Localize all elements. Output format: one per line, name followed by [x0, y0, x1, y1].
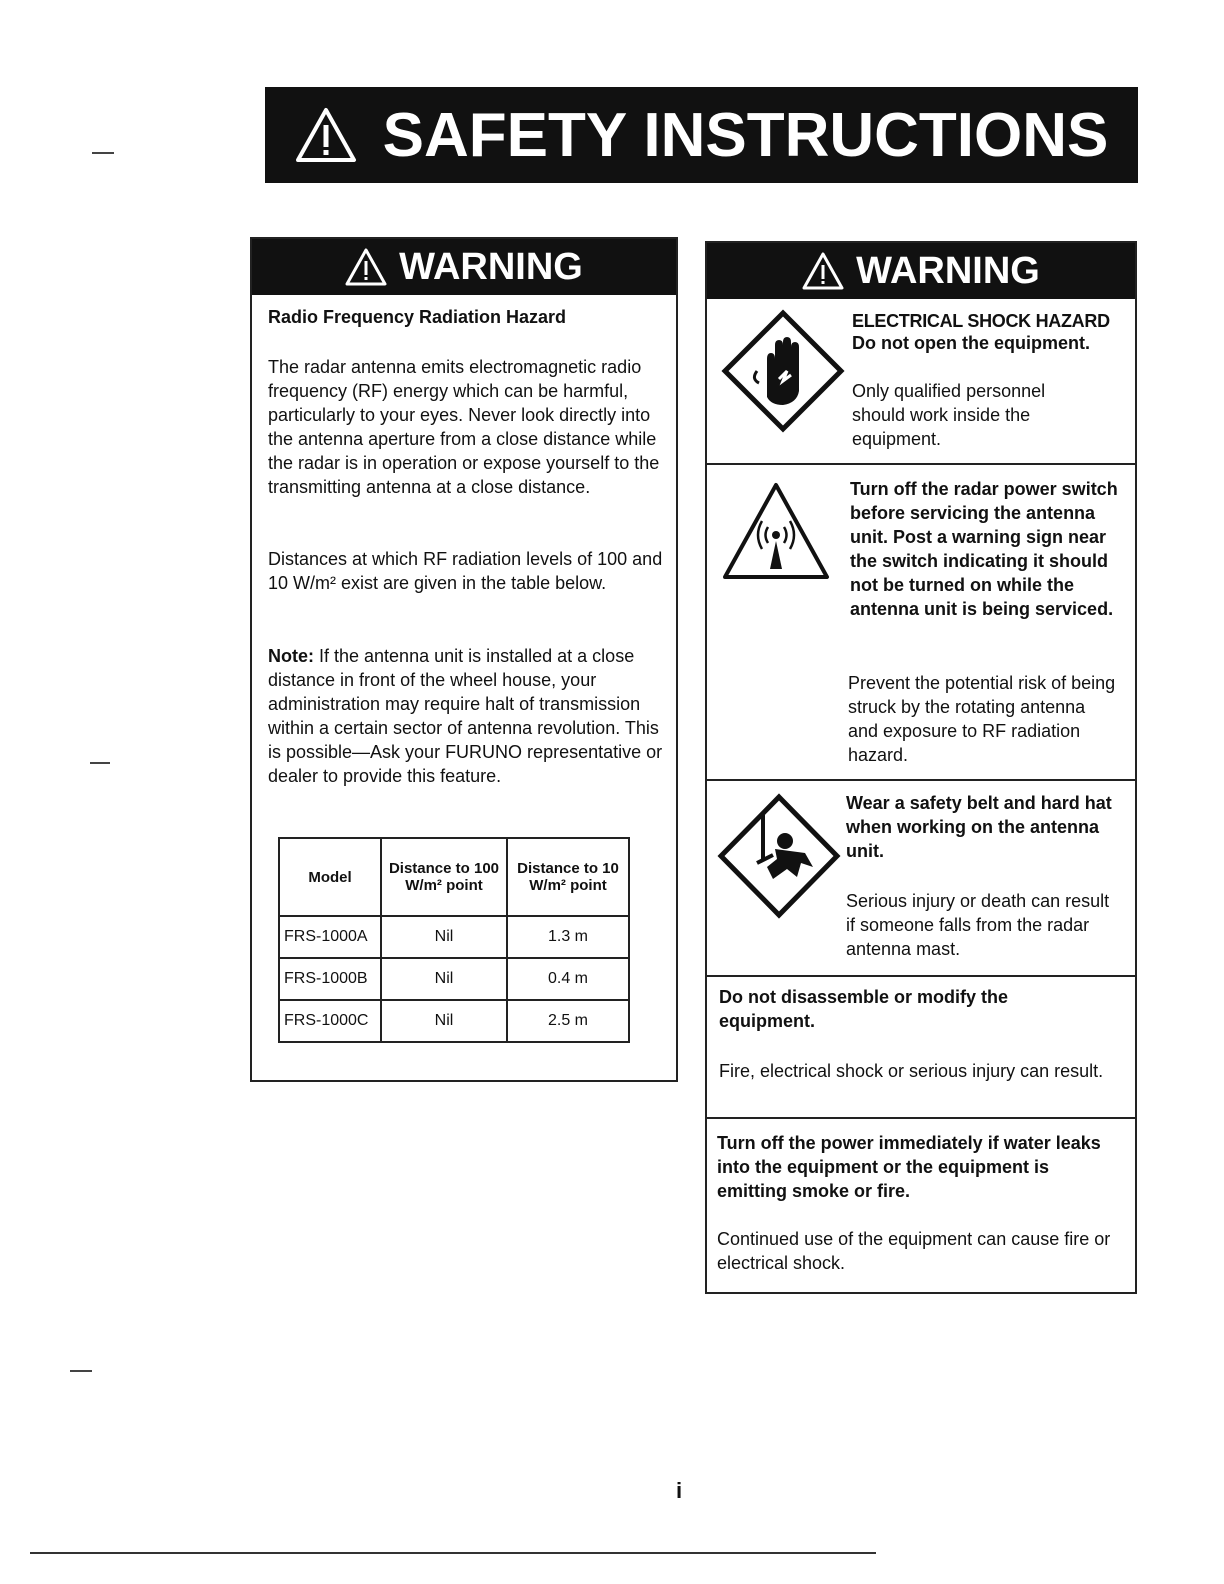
- warning-triangle-icon: [802, 252, 844, 290]
- note-label: Note:: [268, 646, 314, 666]
- margin-mark: [70, 1370, 92, 1372]
- table-cell: FRS-1000A: [279, 916, 381, 958]
- radiation-antenna-icon: [721, 481, 831, 581]
- table-cell: Nil: [381, 916, 507, 958]
- section-divider: [707, 779, 1135, 781]
- margin-mark: [90, 762, 110, 764]
- table-header-row: [279, 838, 629, 916]
- water-leak-text: Continued use of the equipment can cause fire or electrical shock.: [717, 1229, 1111, 1273]
- table-cell: 2.5 m: [507, 1000, 629, 1042]
- equipment-warning-panel: [705, 241, 1137, 1294]
- table-row: [279, 1000, 629, 1042]
- section-divider: [707, 463, 1135, 465]
- warning-header: [252, 239, 676, 295]
- falling-person-icon: [717, 793, 841, 919]
- margin-mark: [92, 152, 114, 154]
- table-cell: Nil: [381, 1000, 507, 1042]
- table-cell: 0.4 m: [507, 958, 629, 1000]
- section-divider: [707, 975, 1135, 977]
- column-header: Distance to 100 W/m² point: [381, 838, 507, 916]
- warning-heading: WARNING: [399, 245, 583, 288]
- table-cell: Nil: [381, 958, 507, 1000]
- column-header: Distance to 10 W/m² point: [507, 838, 629, 916]
- rf-distance-table: [278, 837, 630, 1043]
- disassemble-text: Fire, electrical shock or serious injury can result.: [719, 1061, 1104, 1081]
- rf-warning-panel: [250, 237, 678, 1082]
- hand-shock-icon: [721, 309, 845, 433]
- safety-belt-instruction: Wear a safety belt and hard hat when working on the antenna unit.: [846, 793, 1112, 861]
- warning-header: [707, 243, 1135, 299]
- column-header: Model: [279, 838, 381, 916]
- disassemble-instruction: Do not disassemble or modify the equipment.: [719, 987, 1009, 1031]
- bottom-rule: [30, 1552, 876, 1554]
- page-title-bar: [265, 87, 1138, 183]
- table-cell: FRS-1000B: [279, 958, 381, 1000]
- rf-note: [268, 644, 668, 788]
- note-text: If the antenna unit is installed at a close distance in front of the wheel house, your administration may require halt of transmission within a certain sector of antenna revolution. This is possible—Ask your FURUNO representative or dealer to provide this feature.: [268, 646, 663, 786]
- page-number: i: [676, 1478, 683, 1503]
- table-cell: 1.3 m: [507, 916, 629, 958]
- electrical-shock-title: ELECTRICAL SHOCK HAZARD: [852, 311, 1110, 331]
- rf-distance-paragraph: Distances at which RF radiation levels of 100 and 10 W/m² exist are given in the table below.: [268, 549, 663, 593]
- power-off-instruction: Turn off the radar power switch before servicing the antenna unit. Post a warning sign near the switch indicating it should not be turned on while the antenna unit is being serviced.: [850, 479, 1118, 619]
- safety-belt-text: Serious injury or death can result if someone falls from the radar antenna mast.: [846, 891, 1110, 959]
- warning-triangle-icon: [345, 248, 387, 286]
- rf-hazard-paragraph: The radar antenna emits electromagnetic radio frequency (RF) energy which can be harmful, particularly to your eyes. Never look directly into the antenna aperture from a close distance while the radar is in operation or expose yourself to the transmitting antenna at a close distance.: [268, 357, 660, 497]
- table-row: [279, 958, 629, 1000]
- warning-triangle-icon: [295, 107, 357, 163]
- power-off-text: Prevent the potential risk of being struck by the rotating antenna and exposure to RF radiation hazard.: [848, 673, 1116, 765]
- water-leak-instruction: Turn off the power immediately if water leaks into the equipment or the equipment is emitting smoke or fire.: [717, 1133, 1101, 1201]
- section-divider: [707, 1117, 1135, 1119]
- rf-hazard-title: Radio Frequency Radiation Hazard: [268, 307, 567, 327]
- table-cell: FRS-1000C: [279, 1000, 381, 1042]
- table-row: [279, 916, 629, 958]
- electrical-shock-subtitle: Do not open the equipment.: [852, 333, 1090, 353]
- electrical-shock-text: Only qualified personnel should work inside the equipment.: [852, 381, 1046, 449]
- warning-heading: WARNING: [856, 249, 1040, 292]
- page-title: SAFETY INSTRUCTIONS: [382, 100, 1109, 170]
